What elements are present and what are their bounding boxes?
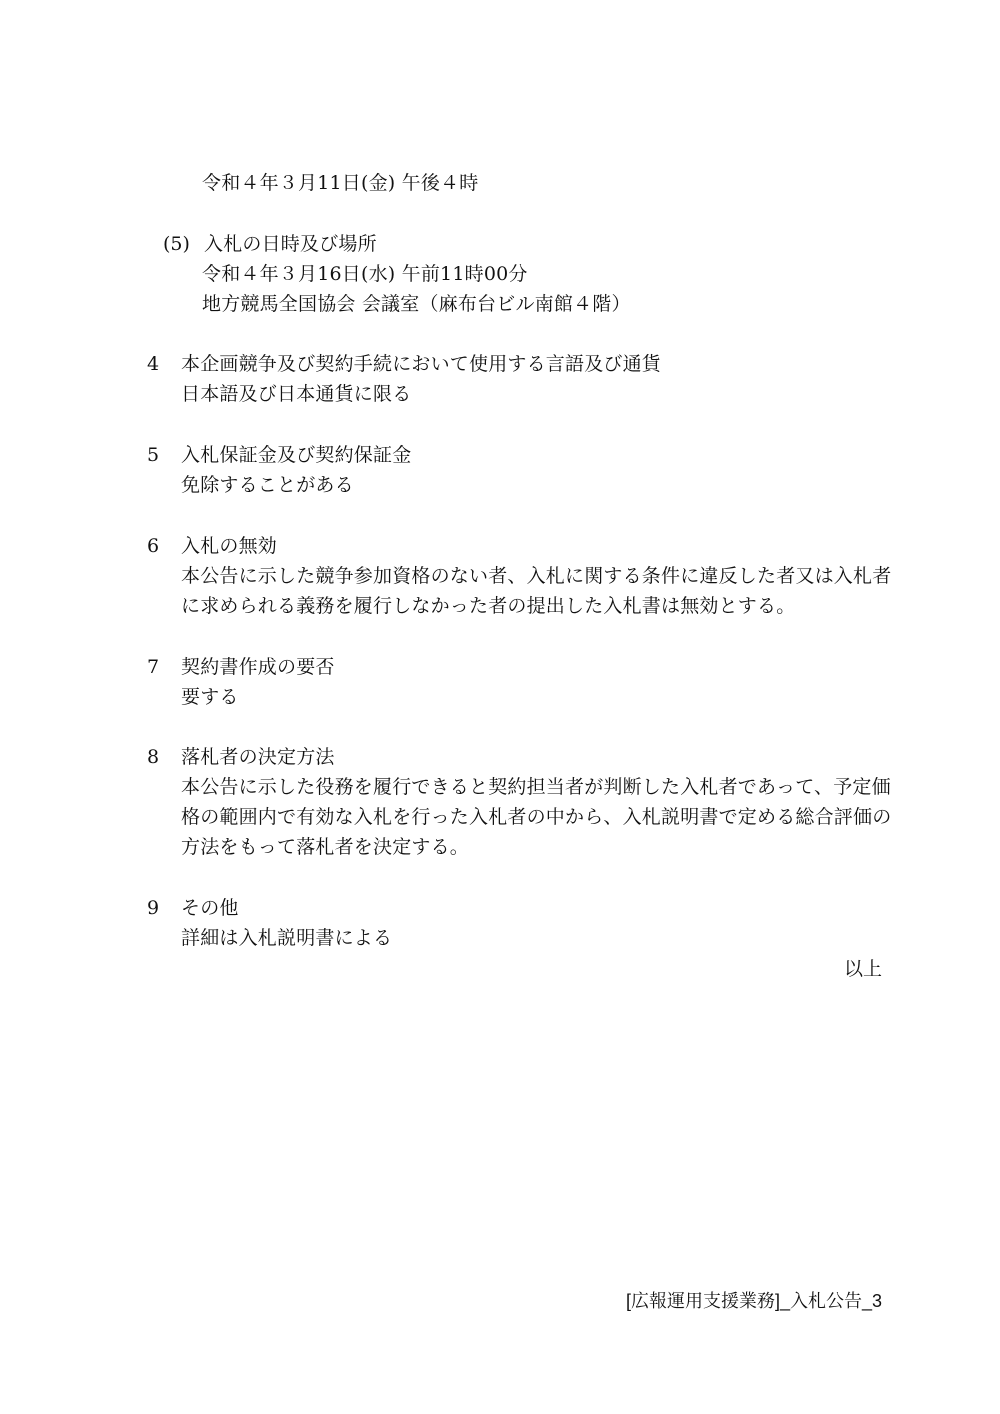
section-7-title: 契約書作成の要否	[181, 656, 335, 678]
page-footer: [広報運用支援業務]_入札公告_3	[625, 1291, 882, 1311]
section-7-body-1: 要する	[181, 686, 239, 708]
section-8-body-3: 方法をもって落札者を決定する。	[181, 836, 470, 858]
section-5-title: 入札保証金及び契約保証金	[181, 444, 412, 466]
section-8-body-1: 本公告に示した役務を履行できると契約担当者が判断した入札者であって、予定価	[181, 776, 891, 798]
section-8-title: 落札者の決定方法	[181, 746, 335, 768]
section-4-title: 本企画競争及び契約手続において使用する言語及び通貨	[181, 353, 662, 375]
subsection-5-title: 入札の日時及び場所	[204, 233, 377, 255]
section-9-title: その他	[181, 897, 239, 919]
section-4-body-1: 日本語及び日本通貨に限る	[181, 383, 412, 405]
closing-mark: 以上	[843, 958, 882, 980]
section-5-body-1: 免除することがある	[181, 474, 354, 496]
bid-datetime: 令和４年３月16日(水) 午前11時00分	[202, 263, 528, 285]
section-6-number: 6	[147, 535, 160, 557]
section-9-number: 9	[147, 897, 160, 919]
bid-place: 地方競馬全国協会 会議室（麻布台ビル南館４階）	[202, 293, 631, 315]
section-7-number: 7	[147, 656, 160, 678]
section-8-body-2: 格の範囲内で有効な入札を行った入札者の中から、入札説明書で定める総合評価の	[181, 806, 892, 828]
section-6-body-2: に求められる義務を履行しなかった者の提出した入札書は無効とする。	[181, 595, 796, 617]
section-6-title: 入札の無効	[181, 535, 278, 557]
section-6-body-1: 本公告に示した競争参加資格のない者、入札に関する条件に違反した者又は入札者	[181, 565, 892, 587]
section-9-body-1: 詳細は入札説明書による	[181, 927, 393, 949]
subsection-5-label: (5)	[163, 233, 190, 255]
deadline-line: 令和４年３月11日(金) 午後４時	[202, 172, 479, 194]
section-8-number: 8	[147, 746, 160, 768]
section-4-number: 4	[147, 353, 160, 375]
section-5-number: 5	[147, 444, 160, 466]
